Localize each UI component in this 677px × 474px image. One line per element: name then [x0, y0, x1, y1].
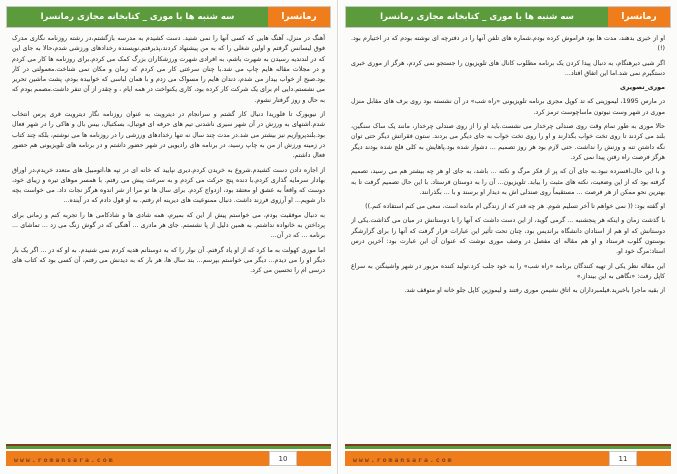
paragraph: اما موری کهولت به ما کرد که از او یاد گرفتم. آن نوار را که به دوستانم هدیه کردم نمی شنیدم. به او که در ... اگر یک بار دیگر او را می دیدم... دیگر می خواستم بپرسم... بند سال ها، هر بار که به دیدنش می رفتم، آن کسی بود که کتاب های درسی ام را تحسین می کرد.: [12, 246, 325, 275]
footer-stripe: [345, 446, 671, 449]
footer-url: www.romansara.com: [353, 456, 454, 464]
paragraph: از اجاره دادن دست کشیدم.شروع به خریدن کردم.دیری نپایید که خانه ای در تپه ها،اتومبیل های متعدد خریدم،در اوراق بهادار سرمایه گذاری کردم.با دنده پنج حرکت می کردم و به سرعت پیش می رفتم. با همسر موهای تیره و زیبای خود، دوست که واقعاً به عشق او معتقد بود، ازدواج کردم. برای سال ها تو مرا از شر اندوه هرگز نجات داد. می خواست بچه دار شویم... او آرزوی فرزند داشت. دنبال ممنوعیت های دیرینه ام رفتم. به او قول دادم که در آینده...: [12, 166, 325, 205]
header-brand: رمانسرا: [268, 7, 330, 27]
paragraph: از نیویورک تا فلوریدا دنبال کار گشتم و سرانجام در دیترویت به عنوان روزنامه نگار دیترویت فری پرس انتخاب شدم.اشتهای به ورزش در آن شهر سیری ناشدنی تیم های حرفه ای فوتبال، بسکتبال، بیس بال و هاکی را در شهر فعال بود.بلندپروازیم نیز بیشتر می شد.در مدت چند سال نه تنها رخدادهای ورزشی را در روزنامه ها می نوشتم، بلکه چند کتاب در زمینه ورزش از من به چاپ رسید، در برنامه های رادیویی در شهر حضور داشتم و در برنامه های تلویزیونی هم حضور فعال داشتم.: [12, 111, 325, 160]
paragraph: و با این حال،افسرده نبود.به جای آن که پر از فکر مرگ و نکته ... باشد، به جای او هر چه بیشتر هم می رسید، تصمیم گرفته بود که از این وضعیت، نکته های مثبت را بیابد. تلویزیون... آن را به دوستان فرستاد. با این حال تصمیم گرفت تا به بهترین نحو ممکن از هر فرصت ... مستقیماً روی صندلی اش به دیدار او برسند و با ... بگذرانند.: [351, 168, 665, 196]
page-body: [351, 34, 665, 438]
page-footer: [345, 444, 671, 466]
paragraph: در مارس 1995، لیموزینی که تد کوپل مجری برنامه تلویزیونی «راه شب» در آن نشسته بود روی برف های مقابل منزل موری در شهر وست نیوتون ماساچوست ترمز کرد.: [351, 98, 665, 116]
page-body: [12, 34, 325, 438]
paragraph: اگر شبی دیرهنگام، به دنبال پیدا کردن یک برنامه مطلوب کانال های تلویزیون را جستجو نمی کردم، هرگز از موری خبری دستگیرم نمی شد.اما این اتفاق افتاد...: [351, 59, 665, 77]
paragraph: این مقاله نظر یکی از تهیه کنندگان برنامه «راه شب» را به خود جلب کرد.تولید کننده مزبور در شهر واشینگتن به سراغ کاپل رفت: «نگاهی به این بینداز.»: [351, 262, 665, 280]
footer-stripe: [6, 446, 331, 449]
page-header: [6, 6, 331, 28]
header-title: سه شنبه ها با موری _ کتابخانه مجازی رمانسرا: [7, 7, 268, 27]
paragraph: او از خبری بدهند، مدت ها بود فراموش کرده بودم.شماره های تلفن آنها را در دفترچه ای نوشته بودم که در اختیارم بود. (!): [351, 35, 665, 53]
section-heading: موری_تصویری: [620, 84, 665, 92]
footer-url: www.romansara.com: [14, 456, 115, 464]
paragraph: از بقیه ماجرا باخبرید.فیلمبرداران به اتاق نشیمن موری رفتند و لیموزین کاپل جلو خانه او متوقف شد.: [404, 287, 665, 295]
header-title: سه شنبه ها با موری _ کتابخانه مجازی رمانسرا: [346, 7, 608, 27]
page-number: 11: [609, 451, 637, 466]
header-brand: رمانسرا: [608, 7, 670, 27]
paragraph: حالا موری به طور تمام وقت روی صندلی چرخدار می نشست.باید او را از روی صندلی چرخدار، مانند یک ساک سنگین، بلند می کردند تا روی تخت خواب بگذارند و او را روی تخت خواب به جای دیگر می بردند. ستون فقراتش دیگر حتی توان نگه داشتن تنه و وزنش را نداشت. حتی لازم بود هر روز تصمیم ... دشوار شده بود.پاهایش به کلی فلج شده بودند دیگر هرگز فرصت راه رفتن پیدا نمی کرد.: [351, 123, 665, 161]
page-number: 10: [269, 451, 297, 466]
paragraph: او گفته بود: (( نمی خواهم تا آخر تسلیم شوم. هر چه قدر که از زندگی ام مانده است، سعی می کنم استفاده کنم.)): [365, 203, 665, 211]
page-footer: [6, 444, 331, 466]
right-page: [339, 0, 677, 474]
paragraph: با گذشت زمان و اینکه هر پنجشنبه ... گرمی گوید، از این دست داشت که آنها را با دوستانش در میان می گذاشت.یکی از دوستانش که او هم از استادان دانشگاه براندیس بود، چنان تحت تأثیر این عبارات قرار گرفت که آنها را برای گزارشگر بوستون گلوب فرستاد و او هم مقاله ای مفصل در وصف موری نوشت که عنوان آن این عبارت بود: آخرین درس استاد:مرگ خود او.: [351, 217, 665, 256]
paragraph: آهنگ در منزل، آهنگ هایی که کسی آنها را نمی شنید. دست کشیدم به مدرسه بازگشتم،در رشته روزنامه نگاری مدرک فوق لیسانس گرفتم و اولین شغلی را که به من پیشنهاد کردند،پذیرفتم.نویسنده رخدادهای ورزشی شدم،حالا به جای این که در لندندیه رسیدن به شهرت باشم، به افرادی شهرت ورزشکاران بزرگ کمک می کردم.برای روزنامه ها کار می کردم و در مجلات مقاله هایم چاپ می شد.با چنان سرعتی کار می کردم که زمان و مکان نمی شناخت.معمولتی در کار بود.صبح از خواب بیدار می شدم، دندان هایم را مسواک می زدم و با همان لباسی که خوابیده بودم، پشت ماشین تحریر می نشستم.دایی ام برای یک شرکت کار کرده بود، کاری یکنواخت در همه ایام ، و چقدر از آن تنفر داشت.مصمم بودم که به حال و روز گرفتار نشوم.: [12, 35, 325, 104]
left-page: [0, 0, 338, 474]
paragraph: به دنبال موفقیت بودم، می خواستم پیش از این که بمیرم، همه شادی ها و شادکامی ها را تجربه کنم و زمانی برای پرداختن به خانواده نداشتم. به همین دلیل از پا نشستم. جای هر مادری ... آهنگی که در گوش زنگ می زد ... تماشای ... برنامه ... که در آن...: [12, 211, 325, 240]
page-header: [345, 6, 671, 28]
